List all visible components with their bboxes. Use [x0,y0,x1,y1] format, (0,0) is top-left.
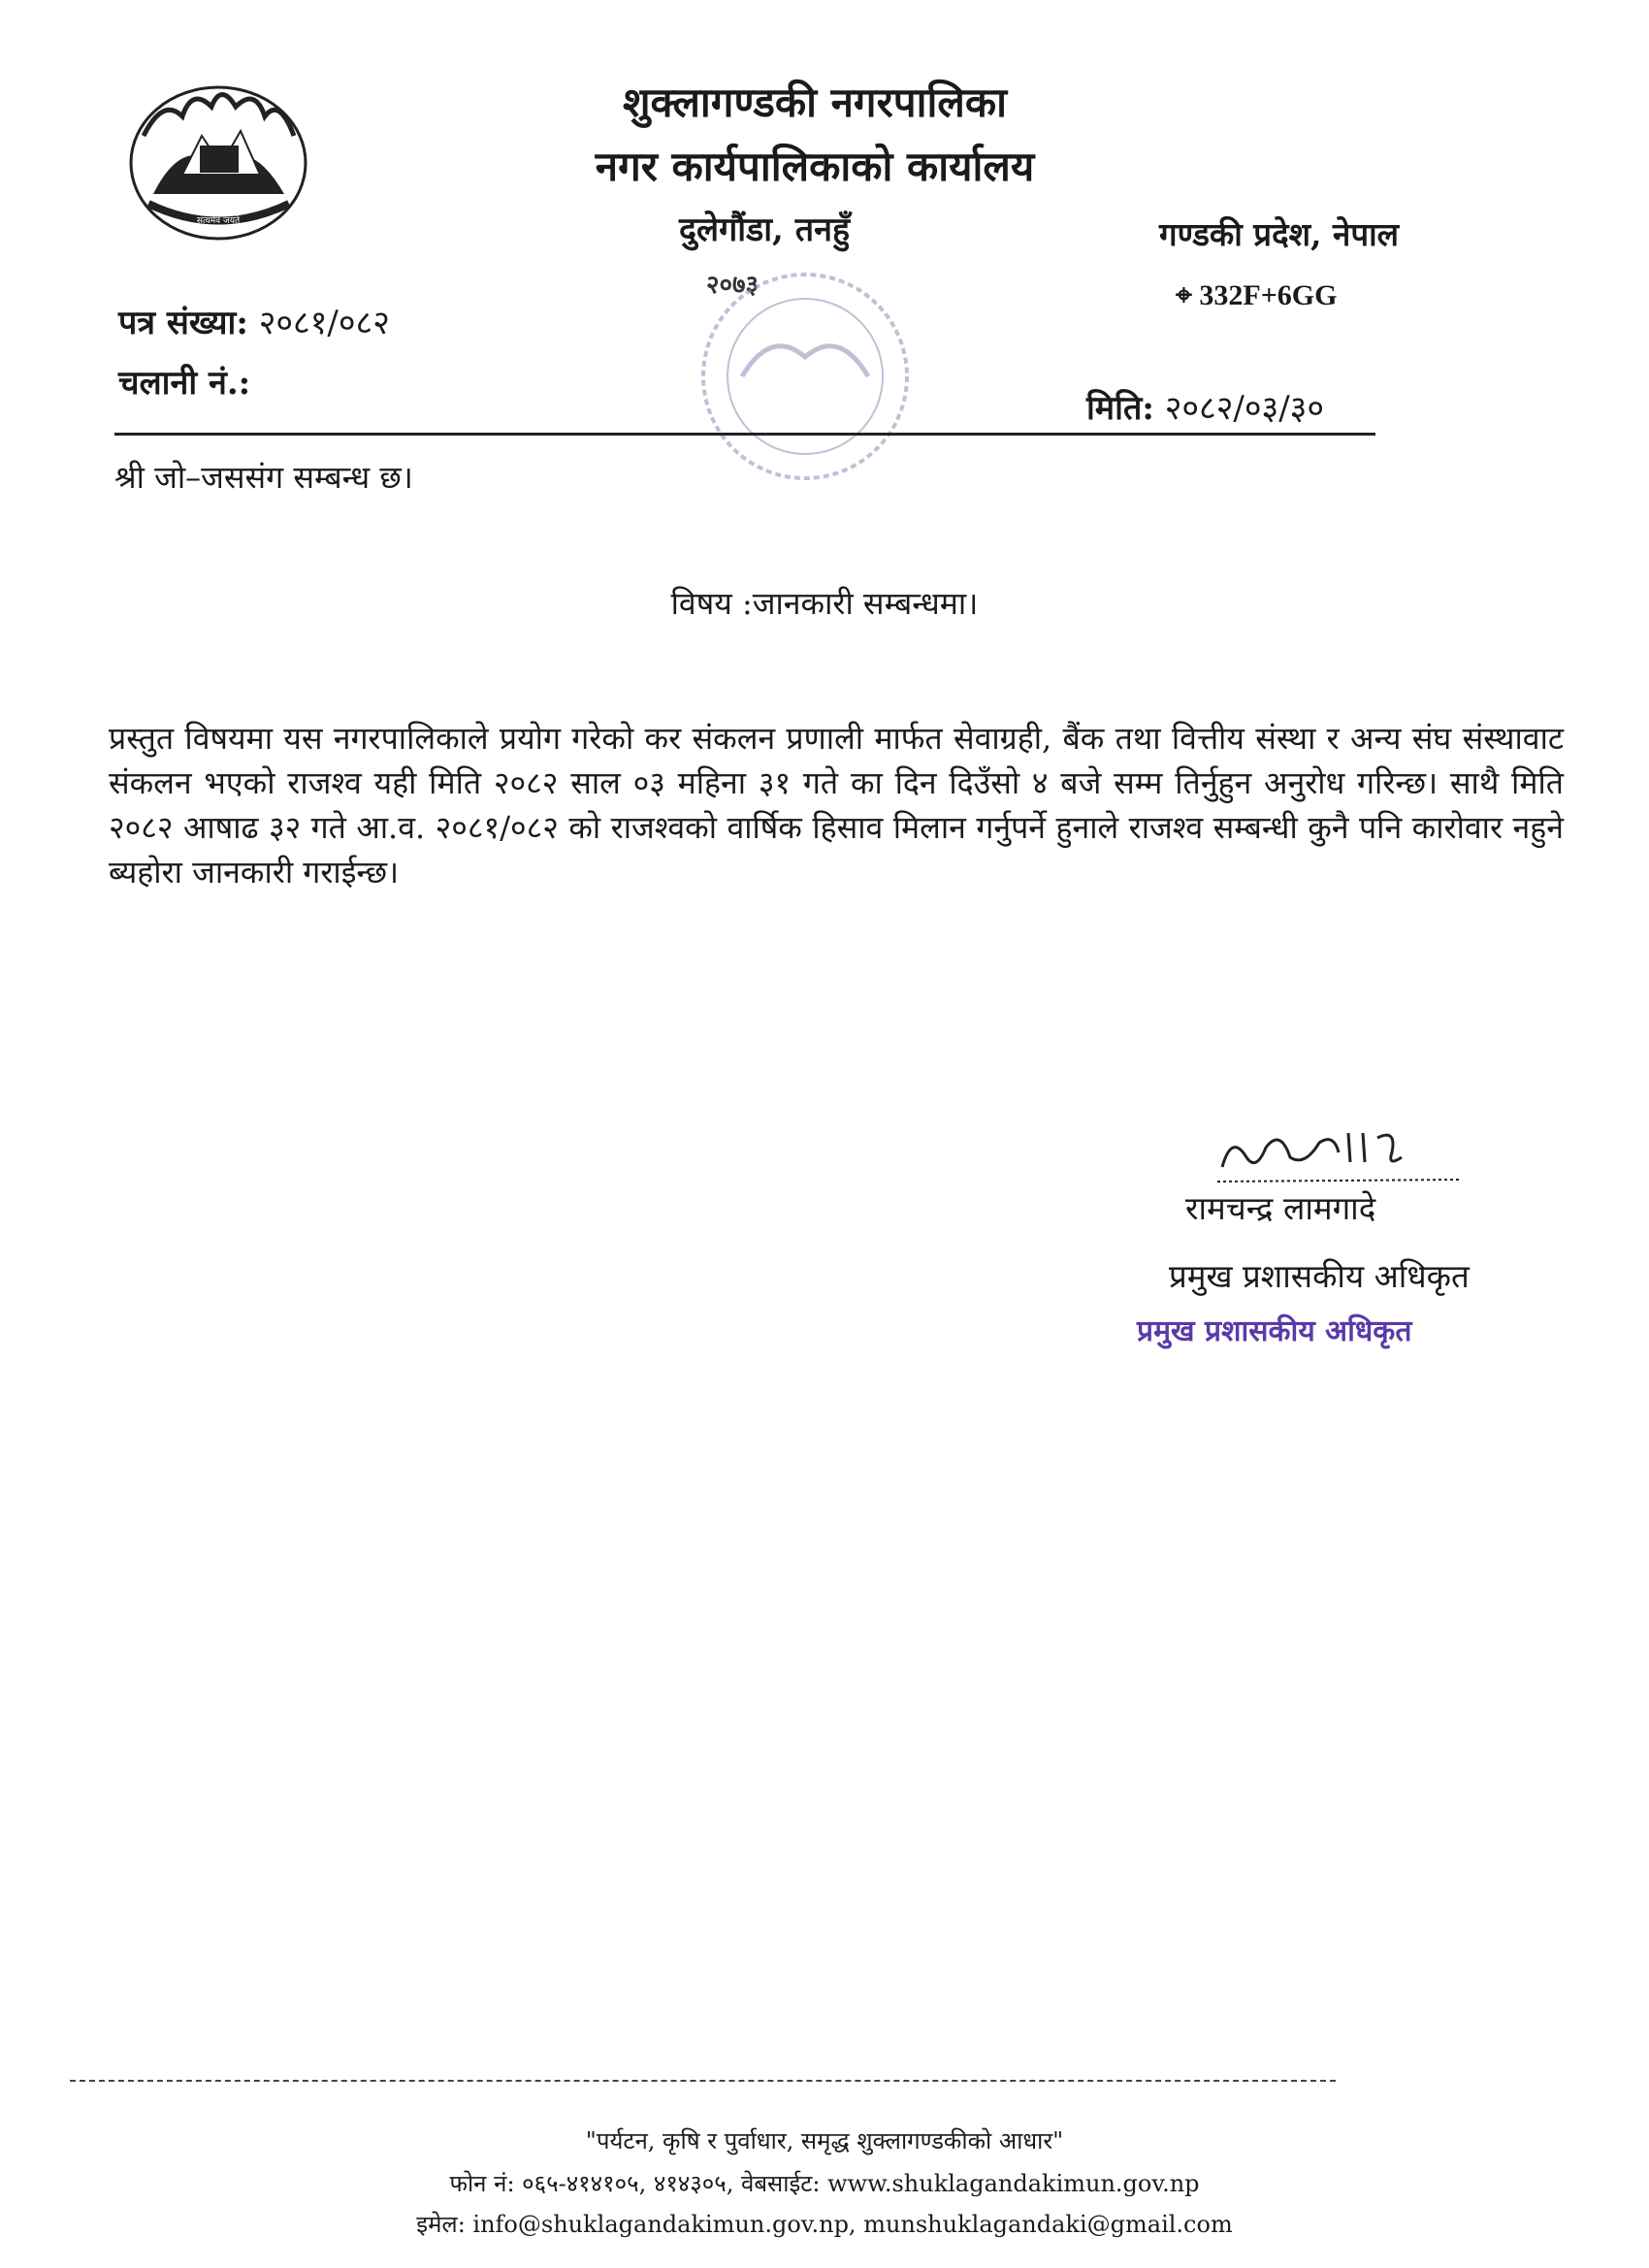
address-local: दुलेगौंडा, तनहुँ [679,211,851,249]
letter-date [1086,384,1324,429]
signatory-title: प्रमुख प्रशासकीय अधिकृत [1169,1257,1470,1295]
address-province: गण्डकी प्रदेश, नेपाल [1159,215,1399,253]
footer-email: इमेल: info@shuklagandakimun.gov.np, munshuklagandaki@gmail.com [416,2211,1233,2238]
footer-motto: "पर्यटन, कृषि र पुर्वाधार, समृद्ध शुक्लागण्डकीको आधार" [585,2127,1064,2155]
dispatch-number [118,359,250,404]
plus-code-value: 332F+6GG [1199,279,1338,311]
location-pin-icon: ⌖ [1176,279,1200,311]
date-label: मिति: [1086,389,1154,428]
established-year: २०७३ [706,271,760,300]
salutation: श्री जो–जससंग सम्बन्ध छ। [114,459,413,496]
letter-body: प्रस्तुत विषयमा यस नगरपालिकाले प्रयोग गरेको कर संकलन प्रणाली मार्फत सेवाग्रही, बैंक तथा वित्तीय संस्था र अन्य संघ संस्थावाट संकलन भएको राजश्व यही मिति २०८२ साल ०३ महिना ३१ गते का दिन दिउँसो ४ बजे सम्म तिर्नुहुन अनुरोध गरिन्छ। साथै मिति २०८२ आषाढ ३२ गते आ.व. २०८१/०८२ को राजश्वको वार्षिक हिसाव मिलान गर्नुपर्ने हुनाले राजश्व सम्बन्धी कुनै पनि कारोवार नहुने ब्यहोरा जानकारी गराईन्छ। [109,720,1564,891]
ref-value: २०८१/०८२ [258,304,390,342]
signatory-stamp: प्रमुख प्रशासकीय अधिकृत [1137,1314,1412,1348]
office-name: नगर कार्यपालिकाको कार्यालय [595,143,1035,190]
reference-number [118,299,390,343]
office-seal-stamp [684,260,926,493]
footer-divider [70,2080,1336,2082]
chalani-label: चलानी नं.: [118,364,251,403]
date-value: २०८२/०३/३० [1164,389,1325,428]
signatory-name: रामचन्द्र लामगादे [1185,1189,1376,1227]
header-divider [114,433,1375,436]
plus-code [1176,279,1337,312]
footer-contact: फोन नं: ०६५-४१४१०५, ४१४३०५, वेबसाईट: www.shuklagandakimun.gov.np [449,2170,1200,2197]
municipality-name: शुक्लागण्डकी नगरपालिका [623,79,1007,126]
ref-label: पत्र संख्या: [118,304,248,342]
nepal-emblem-logo [124,78,313,243]
emblem-motto: सत्यमेव जयते [196,216,241,226]
subject-line: विषय :जानकारी सम्बन्धमा। [670,585,979,622]
